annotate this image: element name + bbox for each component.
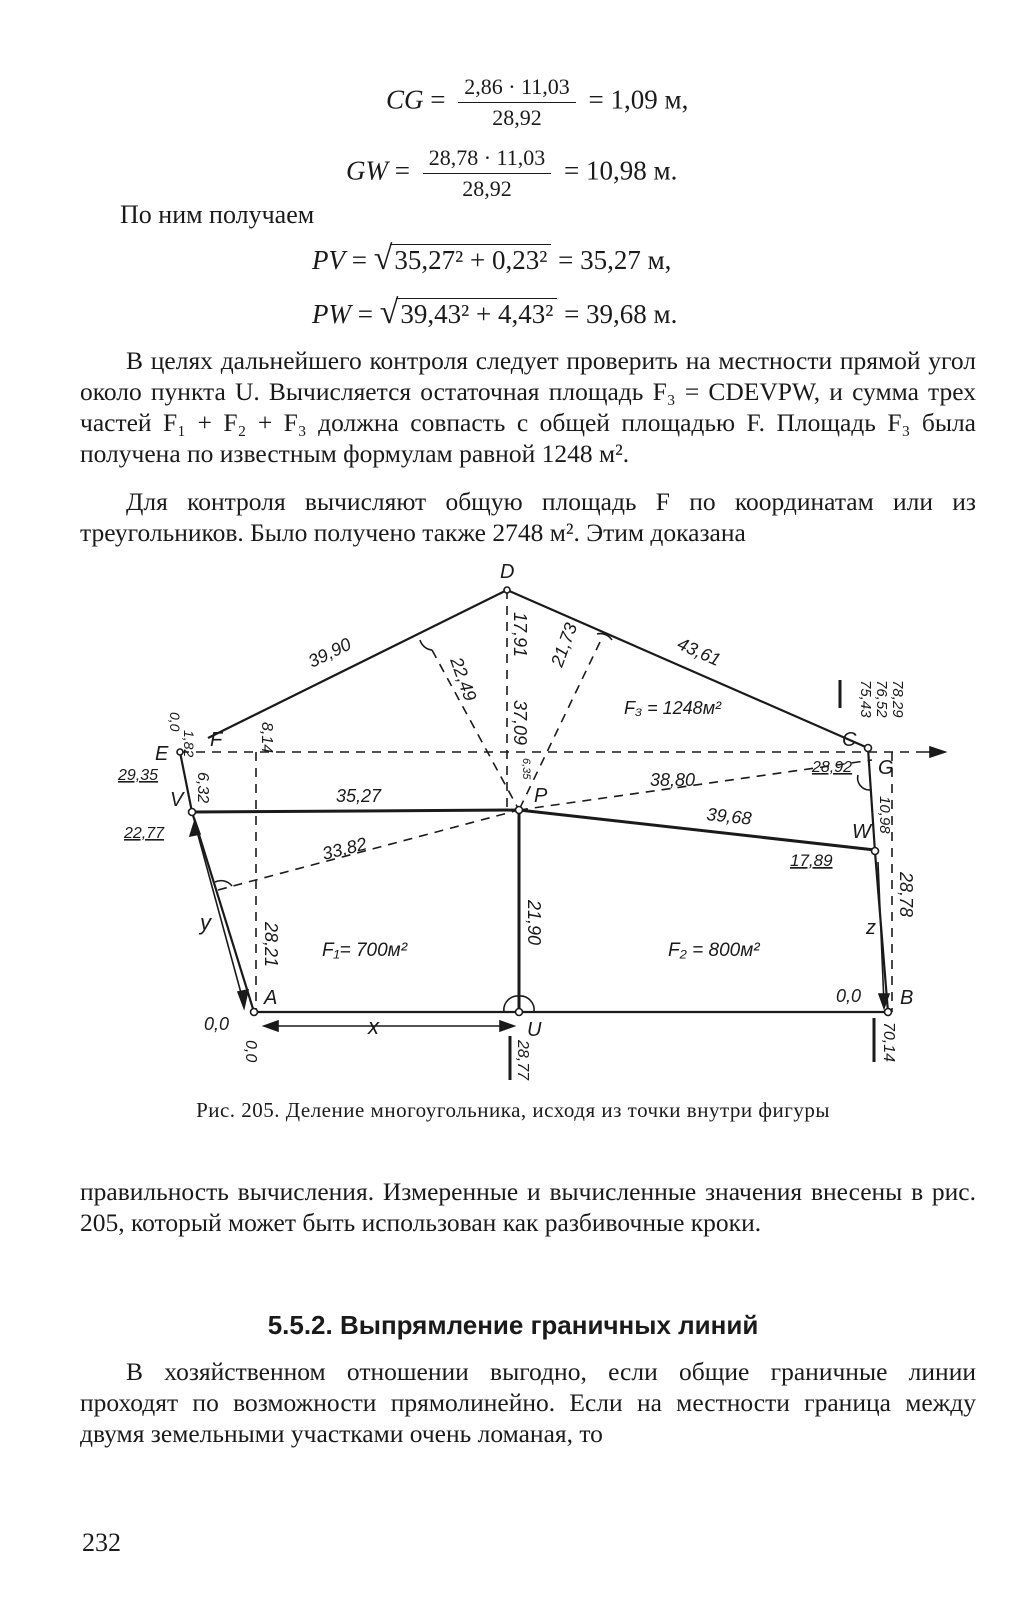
point-d: D	[500, 561, 515, 583]
label-28-78: 28,78	[896, 872, 916, 918]
label-28-92: 28,92	[812, 759, 853, 776]
label-78-29: 78,29	[889, 680, 906, 718]
formula-pv: PV = √35,27² + 0,23² = 35,27 м,	[312, 240, 672, 277]
label-f2: F₂ = 800м²	[668, 940, 760, 961]
section-heading: 5.5.2. Выпрямление граничных линий	[267, 1310, 759, 1340]
label-8-14: 8,14	[258, 722, 275, 754]
label-28-77: 28,77	[514, 1040, 531, 1081]
label-y: y	[200, 910, 211, 935]
label-21-73: 21,73	[546, 620, 582, 670]
page-number: 232	[82, 1528, 121, 1557]
label-x: x	[368, 1014, 379, 1039]
paragraph-1: В целях дальнейшего контроля следует проверить на местности прямой угол около пункта U. Вычисляется остаточная площадь F₃ = CDEVPW, и сумма трех частей F₁ + F₂ + F₃ должна совпасть с общей площадью F. Площадь F₃ была получена по известным формулам равной 1248 м².	[80, 346, 976, 468]
label-38-80: 38,80	[650, 770, 696, 790]
label-6-32: 6,32	[194, 772, 211, 804]
paragraph-3: правильность вычисления. Измеренные и вычисленные значения внесены в рис. 205, который может быть использован как разбивочные кроки.	[80, 1177, 976, 1237]
point-e: E	[155, 743, 169, 765]
point-b: B	[900, 987, 914, 1009]
figure-caption: Рис. 205. Деление многоугольника, исходя из точки внутри фигуры	[196, 1098, 830, 1122]
point-w: W	[852, 821, 871, 843]
point-v: V	[170, 789, 184, 811]
label-76-52: 76,52	[873, 680, 890, 718]
formula-cg: CG = $\frac{2,86 \cdot 11,03}{28,92}$ = 1,09 м,	[386, 74, 689, 130]
label-35-27: 35,27	[336, 786, 382, 806]
paragraph-2: Для контроля вычисляют общую площадь F по координатам или из треугольников. Было получено также 2748 м². Этим доказана	[80, 487, 976, 547]
point-g: G	[878, 757, 894, 779]
label-17-89: 17,89	[790, 851, 833, 870]
label-f1: F₁= 700м²	[322, 940, 408, 961]
formula-pw: PW = √39,43² + 4,43² = 39,68 м.	[312, 294, 678, 331]
label-22-77: 22,77	[124, 825, 165, 842]
label-0-0-u: 0,0	[242, 1040, 259, 1063]
label-28-21: 28,21	[261, 922, 281, 968]
point-u: U	[527, 1019, 542, 1041]
label-21-90: 21,90	[524, 900, 544, 946]
label-39-90: 39,90	[304, 633, 355, 672]
point-c: C	[842, 729, 857, 751]
figure-205	[0, 555, 1026, 1095]
label-6-35: 6,35	[520, 758, 532, 780]
label-29-35: 29,35	[118, 767, 159, 784]
paragraph-4: В хозяйственном отношении выгодно, если общие граничные линии проходят по возможности прямолинейно. Если на местности граница между двумя земельными участками очень ломаная, то	[80, 1357, 976, 1448]
label-f3: F₃ = 1248м²	[624, 698, 722, 718]
formula-gw: GW = $\frac{28,78 \cdot 11,03}{28,92}$ = 10,98 м.	[346, 145, 678, 201]
label-z: z	[866, 917, 876, 939]
label-1-82: 1,82	[181, 730, 197, 758]
label-70-14: 70,14	[880, 1022, 897, 1063]
label-75-43: 75,43	[857, 680, 874, 718]
label-33-82: 33,82	[320, 833, 369, 864]
label-0-0-e: 0,0	[167, 712, 183, 732]
label-10-98: 10,98	[876, 796, 893, 834]
point-f: F	[210, 729, 223, 751]
intro-text: По ним получаем	[120, 200, 315, 229]
point-a: A	[264, 987, 278, 1009]
label-0-0-a: 0,0	[204, 1014, 230, 1034]
label-43-61: 43,61	[674, 633, 724, 670]
label-22-49: 22,49	[446, 654, 481, 704]
point-p: P	[534, 785, 548, 807]
label-37-09: 37,09	[510, 700, 530, 746]
label-0-0-b: 0,0	[836, 986, 862, 1006]
label-17-91: 17,91	[510, 612, 530, 658]
label-39-68: 39,68	[705, 804, 753, 829]
